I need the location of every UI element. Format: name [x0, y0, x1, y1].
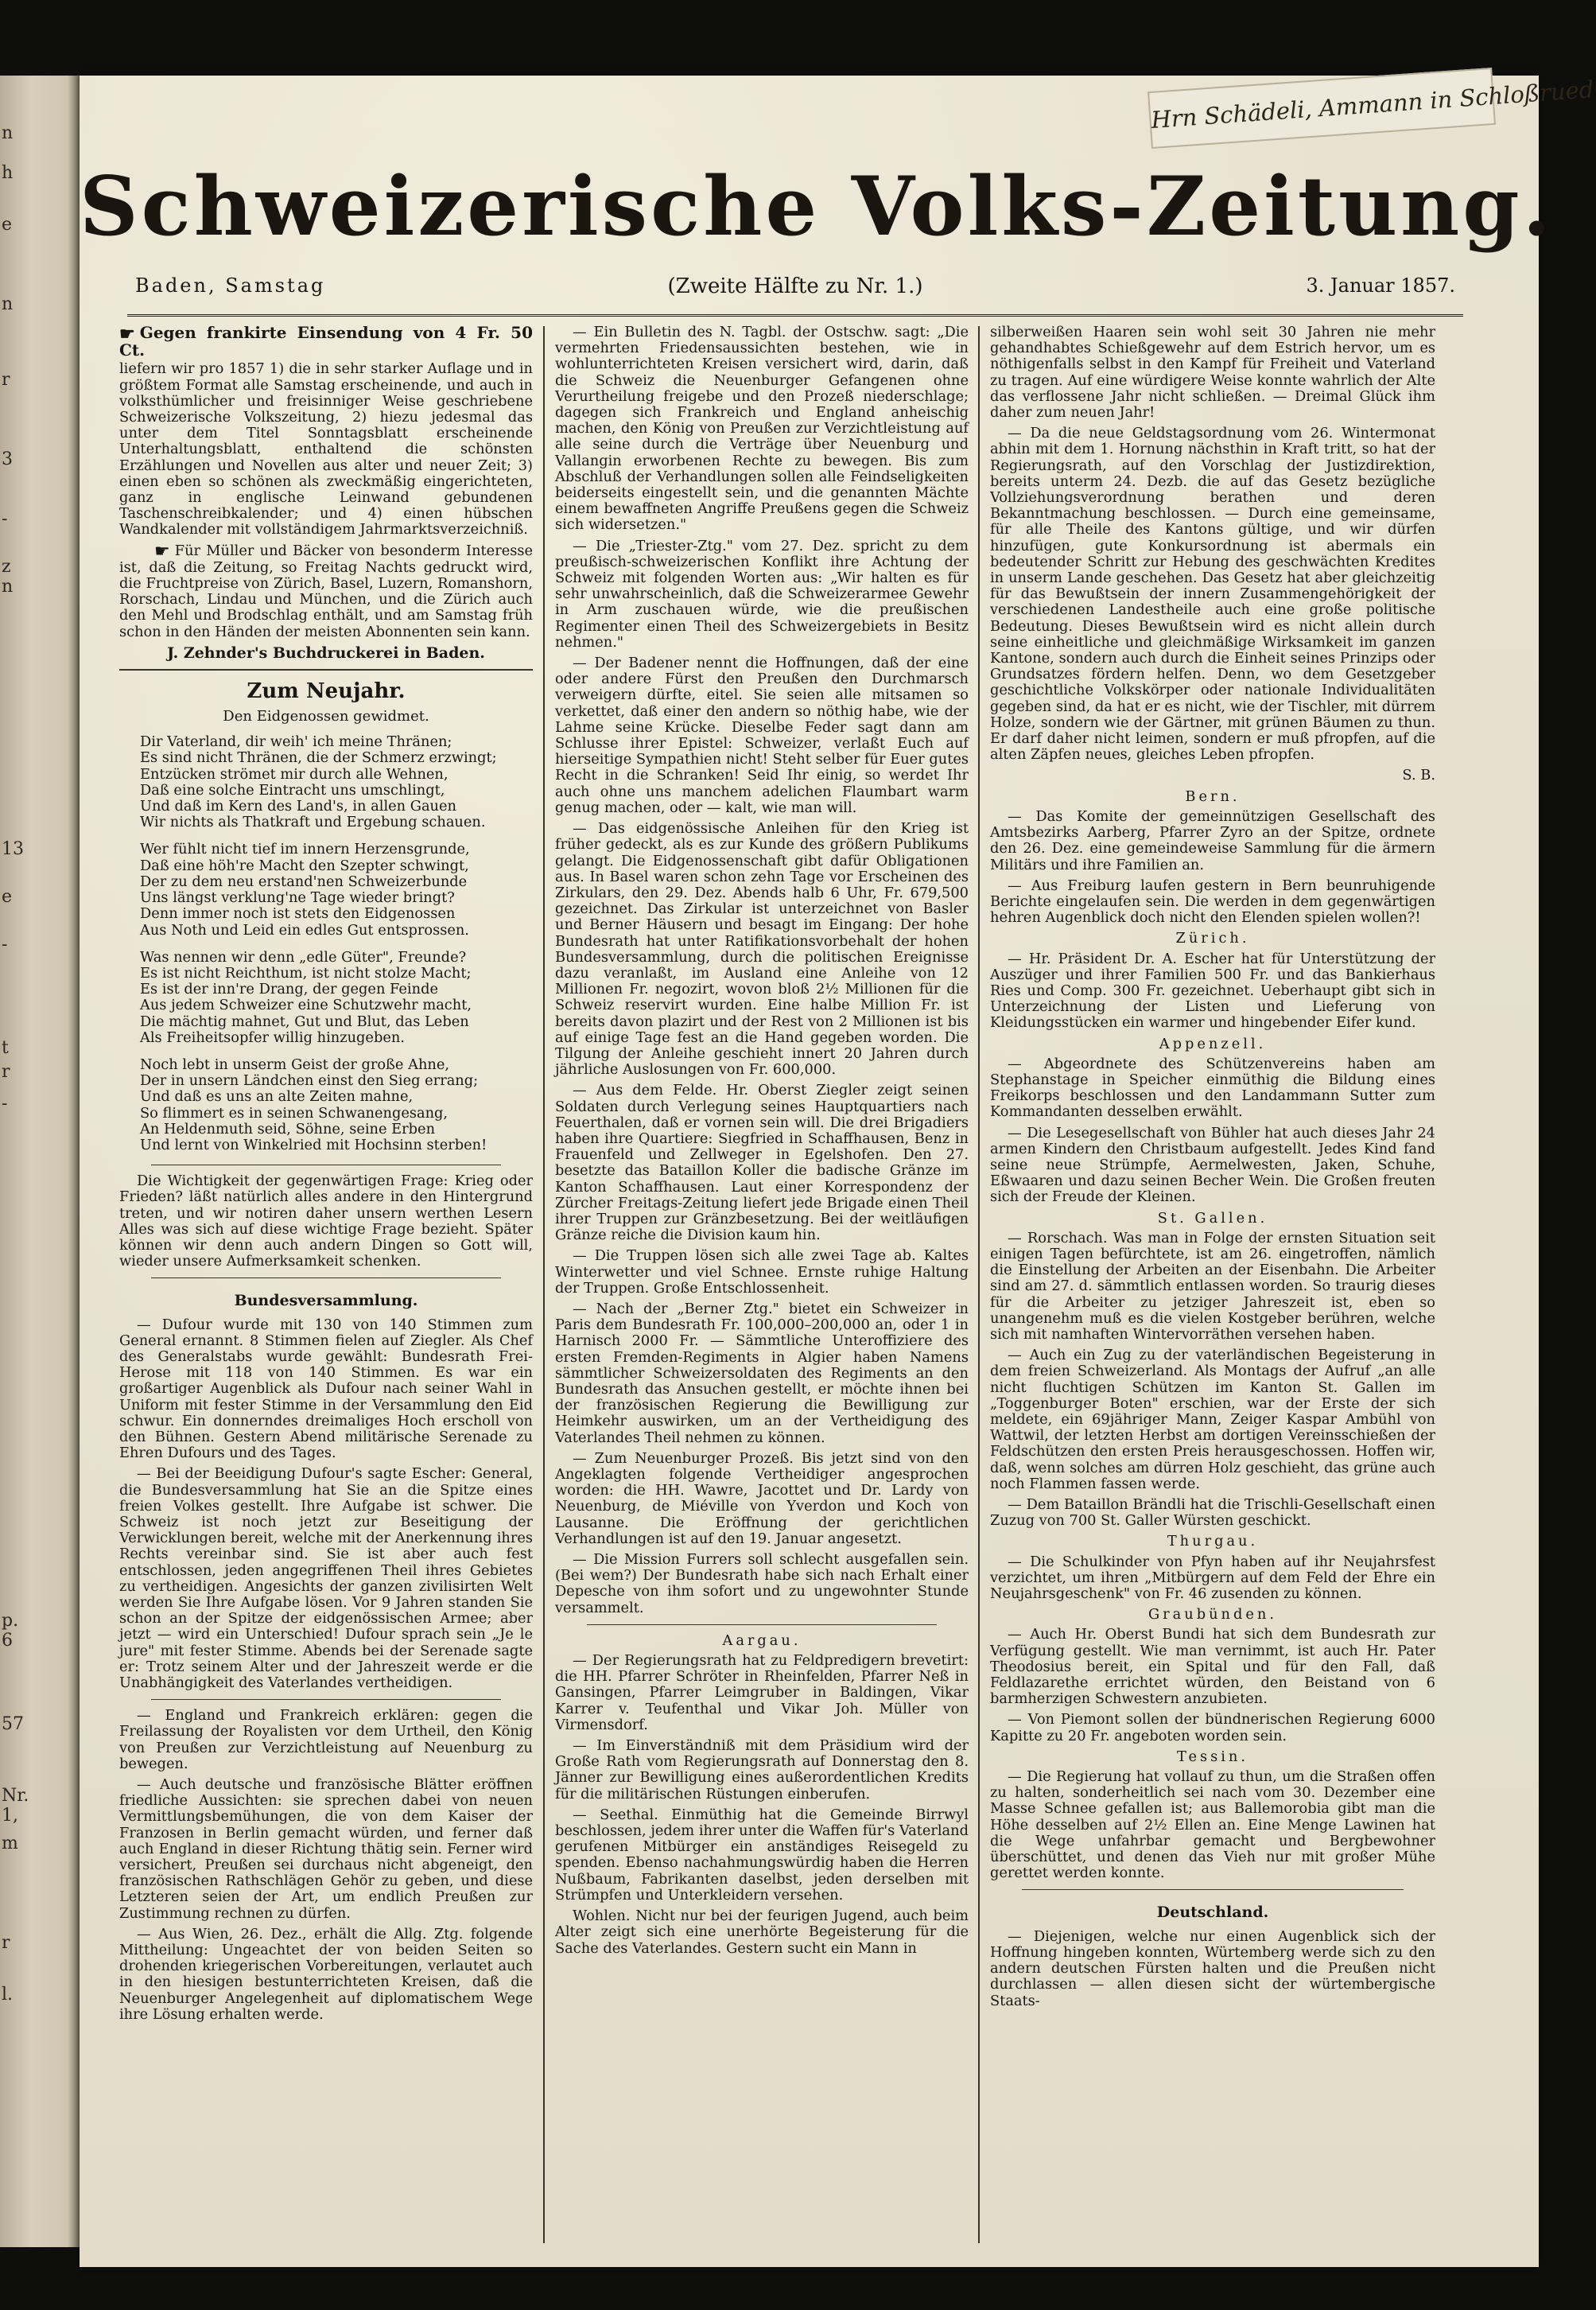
poem-line: Und daß im Kern des Land's, in allen Gauen — [140, 798, 456, 815]
poem-line: Entzücken strömet mir durch alle Wehnen, — [140, 765, 449, 783]
ad-title-text: Gegen frankirte Einsendung von 4 Fr. 50 Ct. — [119, 323, 533, 360]
prev-page-fragment: r — [2, 1062, 10, 1082]
prev-page-fragment: e — [2, 887, 13, 907]
canton-heading: Bern. — [1185, 788, 1241, 805]
article-paragraph: — Rorschach. Was man in Folge der ernsten Situation seit einigen Tagen befürchtete, ist am 26. eingetroffen, nämlich die Einstellung der Arbeiten an der Eisenbahn. Die Arbeiter sind am 27. d. sämmtlich entlassen worden. So traurig dieses für die Arbeiter zu jetziger Jahreszeit ist, eben so unangenehm muß es die vielen Kostgeber berühren, welche sich mit namhaften Wintervorräthen versehen haben. — [990, 1229, 1435, 1343]
poem-dedication: Den Eidgenossen gewidmet. — [223, 708, 429, 725]
article-paragraph: — Zum Neuenburger Prozeß. Bis jetzt sind von den Angeklagten folgende Vertheidiger angesprochen worden: die HH. Wawre, Jacottet und Dr. Lardy von Neuenburg, de Miéville von Yverdon und Koch von Lausanne. Die Eröffnung der gerichtlichen Verhandlungen ist auf den 19. Januar angesetzt. — [555, 1449, 969, 1547]
poem-stanza — [140, 950, 533, 1046]
prev-page-fragment: - — [2, 509, 8, 529]
poem-line: Und lernt von Winkelried mit Hochsinn sterben! — [140, 1136, 487, 1153]
section-rule — [151, 1699, 501, 1700]
article-paragraph: — Bei der Beeidigung Dufour's sagte Escher: General, die Bundesversammlung hat Sie an die Spitze eines freien Volkes gestellt. Ihre Aufgabe ist schwer. Die Schweiz ist noch jetzt zur Beseitigung der Verwicklungen bereit, welche mit der Anerkennung ihres Rechts vereinbar sind. Sie ist aber auch fest entschlossen, jeden angegriffenen Theil ihres Gebietes zu vertheidigen. Angesichts der ganzen zivilisirten Welt werden Sie Ihre Aufgabe lösen. Vor 9 Jahren standen Sie schon an der Spitze der eidgenössischen Armee; aber jetzt — wird ein Unterschied! Dufour sprach sein „Je le jure" mit fester Stimme. Abends bei der Serenade sagte er: Trotz seinem Alter und der Jahreszeit werde er die Unabhängigkeit des Vaterlandes vertheidigen. — [119, 1465, 533, 1692]
address-label: Hrn Schädeli, Ammann in Schloßrued — [1147, 68, 1496, 149]
article-paragraph: — Die Mission Furrers soll schlecht ausgefallen sein. (Bei wem?) Der Bundesrath habe sich nach Erhalt einer Depesche von ihm sofort und zu ungewohnter Stunde versammelt. — [555, 1551, 969, 1616]
poem-line: Es ist der inn're Drang, der gegen Feinde — [140, 981, 438, 998]
poem-stanza — [140, 842, 533, 938]
prev-page-fragment: 3 — [2, 449, 13, 469]
article-paragraph: — Auch deutsche und französische Blätter eröffnen friedliche Aussichten: sie sprechen dabei von neuen Vermittlungsbemühungen, die von dem Kaiser der Franzosen in Berlin gemacht würden, und ferner daß auch England in dieser Richtung thätig sein. Ferner wird versichert, Preußen sei durchaus nicht abgeneigt, den französischen Rathschlägen Gehör zu geben, und diese Letzteren seien der Art, um endlich Preußen zur Zustimmung rechnen zu dürfen. — [119, 1776, 533, 1922]
article-signature: S. B. — [1402, 767, 1435, 784]
article-paragraph: — Abgeordnete des Schützenvereins haben am Stephanstage in Speicher einmüthig die Bildung eines Freikorps beschlossen und den Landammann Sutter zum Kommandanten desselben erwählt. — [990, 1055, 1435, 1121]
prev-page-fragment: Nr. — [2, 1786, 29, 1806]
prev-page-fragment: - — [2, 1094, 8, 1114]
poem-line: Daß eine solche Eintracht uns umschlingt, — [140, 781, 445, 799]
pointing-hand-icon: ☛ — [154, 541, 170, 562]
poem-line: Denn immer noch ist stets den Eidgenossen — [140, 905, 456, 923]
poem-line: Aus Noth und Leid ein edles Gut entsprossen. — [140, 921, 469, 939]
prev-page-fragment: 6 — [2, 1631, 13, 1651]
poem-stanza — [140, 1057, 533, 1153]
poem-line: Wer fühlt nicht tief im innern Herzensgrunde, — [140, 841, 470, 858]
poem-line: Der zu dem neu erstand'nen Schweizerbunde — [140, 873, 468, 890]
subscription-ad-text-2 — [119, 543, 533, 640]
subscription-ad-title — [119, 325, 533, 358]
dateline-place-day: Baden, Samstag — [135, 274, 326, 297]
dateline — [135, 274, 1455, 306]
poem-line: Noch lebt in unserm Geist der große Ahne, — [140, 1056, 450, 1073]
article-paragraph: — Der Regierungsrath hat zu Feldpredigern brevetirt: die HH. Pfarrer Schröter in Rheinfelden, Pfarrer Neß in Gansingen, Pfarrer Leimgruber in Baldingen, Vikar Karrer v. Teufenthal und Vikar Joh. Müller von Virmensdorf. — [555, 1652, 969, 1733]
poem-line: Es sind nicht Thränen, die der Schmerz erzwingt; — [140, 749, 497, 767]
article-paragraph: — Auch ein Zug zu der vaterländischen Begeisterung in dem freien Schweizerland. Als Montags der Aufruf „an alle nicht fluchtigen Schützen im Kanton St. Gallen im „Toggenburger Boten" erschien, war der Erste der sich meldete, ein 69jähriger Mann, Zeiger Kaspar Ambühl von Wattwil, der letzten Herbst am dortigen Vereinsschießen der Feldschützen den ersten Preis herausgeschossen. Hoffen wir, daß, wenn solches am dürren Holz geschieht, das grüne auch noch Flammen fassen werde. — [990, 1347, 1435, 1492]
article-paragraph: — Diejenigen, welche nur einen Augenblick sich der Hoffnung hingeben konnten, Würtemberg werde sich zu den andern deutschen Fürsten halten und die Preußen nicht durchlassen — allen diesen sicht der würtembergische Staats- — [990, 1927, 1435, 2009]
section-rule — [119, 669, 533, 671]
canton-heading: Zürich. — [1175, 930, 1250, 947]
poem-line: Und daß es uns an alte Zeiten mahne, — [140, 1088, 414, 1106]
dateline-date: 3. Januar 1857. — [1306, 274, 1455, 297]
poem-line: Der in unsern Ländchen einst den Sieg errang; — [140, 1072, 479, 1090]
poem-line: Uns längst verklung'ne Tage wieder bringt? — [140, 889, 455, 907]
poem-line: Als Freiheitsopfer willig hinzugeben. — [140, 1029, 405, 1046]
prev-page-fragment: t — [2, 1038, 9, 1058]
poem — [119, 734, 533, 1153]
article-paragraph: silberweißen Haaren sein wohl seit 30 Jahren nie mehr gehandhabtes Schießgewehr auf dem Estrich hervor, um es nöthigenfalls selbst in den Kampf für Freiheit und Vaterland zu tragen. Auf eine würdigere Weise konnte wahrlich der Alte das verflossene Jahr nicht schließen. — Dreimal Glück ihm daher zum neuen Jahr! — [990, 324, 1435, 422]
canton-heading: Aargau. — [722, 1631, 802, 1649]
poem-line: Dir Vaterland, dir weih' ich meine Thränen; — [140, 733, 452, 751]
pointing-hand-icon: ☛ — [119, 324, 135, 344]
article-paragraph: — Aus Freiburg laufen gestern in Bern beunruhigende Berichte eingelaufen sein. Die werden in dem gegenwärtigen hehren Augenblick doch nicht den Elenden spielen wollen?! — [990, 877, 1435, 927]
article-paragraph: — Aus Wien, 26. Dez., erhält die Allg. Ztg. folgende Mittheilung: Ungeachtet der von beiden Seiten so drohenden kriegerischen Vorbereitungen, verlautet auch in den hiesigen bestunterrichteten Kreisen, daß die Neuenburger Angelegenheit auf diplomatischem Wege ihre Lösung erhalten werde. — [119, 1925, 533, 2023]
article-paragraph: — Der Badener nennt die Hoffnungen, daß der eine oder andere Fürst den Preußen den Durchmarsch verweigern dürfte, eitel. Sie seien alle mitsamen so verkettet, daß einer den andern so nöthig habe, wie der Lahme seine Krücke. Dieselbe Feder sagt dann am Schlusse ihrer Epistel: Schweizer, verlaßt Euch auf hierseitige Sympathien nicht! Steht selber für Euer gutes Recht in die Schranken! Seid Ihr einig, so werdet Ihr auch ohne uns manchem adelichen Flaumbart warm genug machen, oder — kalt, wie man will. — [555, 655, 969, 816]
prev-page-fragment: n — [2, 123, 14, 143]
subscription-ad-text: liefern wir pro 1857 1) die in sehr starker Auflage und in größtem Format alle Samstag erscheinende, und auch in volksthümlicher und freisinniger Weise geschriebene Schweizerische Volkszeitung, 2) hiezu jedesmal das unter dem Titel Sonntagsblatt erscheinende Unterhaltungsblatt, enthaltend die schönsten Erzählungen und Novellen aus alter und neuer Zeit; 3) einen eben so schönen als zweckmäßig eingerichteten, ganz in englische Leinwand gebundenen Taschenschreibkalender; und 4) einen hübschen Wandkalender mit vollständigem Jahrmarktsverzeichniß. — [119, 360, 533, 539]
ad-signature: J. Zehnder's Buchdruckerei in Baden. — [167, 644, 485, 662]
canton-heading: Appenzell. — [1159, 1035, 1267, 1052]
section-heading: Deutschland. — [1156, 1904, 1269, 1922]
prev-page-fragment: h — [2, 163, 14, 183]
canton-heading: Tessin. — [1176, 1748, 1249, 1765]
article-paragraph: — Seethal. Einmüthig hat die Gemeinde Birrwyl beschlossen, jedem ihrer unter die Waffen für's Vaterland gerufenen Mitbürger ein anständiges Reisegeld zu spenden. Ebenso nachahmungswürdig haben die Herren Nußbaum, Fabrikanten daselbst, jeden derselben mit Strümpfen und Unterkleidern versehen. — [555, 1806, 969, 1904]
newspaper-page — [80, 76, 1595, 2267]
article-paragraph: — Nach der „Berner Ztg." bietet ein Schweizer in Paris dem Bundesrath Fr. 100,000–200,000 an, oder 1 in Harnisch 2000 Fr. — Sämmtliche Unteroffiziere des ersten Fremden-Regiments in Algier haben Namens sämmtlicher Schweizersoldaten des Regiments an den Bundesrath das Ansuchen gestellt, er möchte ihnen bei der französischen Regierung die Bewilligung zur Heimkehr auswirken, um an der Vertheidigung des Vaterlandes Theil nehmen zu können. — [555, 1300, 969, 1446]
article-paragraph: Wohlen. Nicht nur bei der feurigen Jugend, auch beim Alter zeigt sich eine unerhörte Begeisterung für die Sache des Vaterlandes. Gestern sucht ein Mann in — [555, 1908, 969, 1957]
column-rule — [978, 326, 980, 2243]
poem-line: Die mächtig mahnet, Gut und Blut, das Leben — [140, 1013, 469, 1030]
section-rule — [587, 1624, 937, 1625]
article-paragraph: — Aus dem Felde. Hr. Oberst Ziegler zeigt seinen Soldaten durch Verlegung seines Hauptquartiers nach Feuerthalen, daß er vornen sein will. Die drei Brigadiers haben ihre Quartiere: Siegfried in Schaffhausen, Benz in Frauenfeld und Zellweger in Egelshofen. Den 27. besetzte das Bataillon Koller die badische Gränze im Kanton Schaffhausen. Laut einer Korrespondenz der Zürcher Freitags-Zeitung liefert jede Brigade einen Theil ihrer Truppen zur Gränzbesetzung. Bei der weitläufigen Gränze reiche die Division kaum hin. — [555, 1082, 969, 1244]
article-paragraph: — Die Schulkinder von Pfyn haben auf ihr Neujahrsfest verzichtet, um ihren „Mitbürgern auf dem Feld der Ehre ein Neujahrsgeschenk" von Fr. 46 zusenden zu können. — [990, 1553, 1435, 1603]
masthead-title: Schweizerische Volks-Zeitung. — [80, 159, 1555, 255]
column-1 — [119, 325, 533, 2250]
canton-heading: Thurgau. — [1167, 1533, 1259, 1550]
article-paragraph: — Die „Triester-Ztg." vom 27. Dez. spricht zu dem preußisch-schweizerischen Konflikt ihre Achtung der Schweiz mit folgenden Worten aus: „Wir halten es für sehr unwahrscheinlich, daß die Schweizerarmee Gewehr in Arm zuschauen würde, wie die preußischen Regimenter einen Theil des Schweizergebiets in Besitz nehmen." — [555, 537, 969, 651]
prev-page-fragment: n — [2, 294, 14, 314]
prev-page-fragment: l. — [2, 1985, 14, 2005]
dateline-issue: (Zweite Hälfte zu Nr. 1.) — [667, 274, 923, 298]
article-paragraph: — Im Einverständniß mit dem Präsidium wird der Große Rath vom Regierungsrath auf Donnerstag den 8. Jänner zur Bewilligung eines außerordentlichen Kredits für die militärischen Rüstungen einberufen. — [555, 1737, 969, 1802]
poem-title: Zum Neujahr. — [247, 679, 406, 704]
prev-page-fragment: - — [2, 935, 8, 955]
column-3 — [990, 325, 1435, 2250]
prev-page-fragment: 1, — [2, 1806, 18, 1826]
article-paragraph: — Das Komite der gemeinnützigen Gesellschaft des Amtsbezirks Aarberg, Pfarrer Zyro an der Spitze, ordnete den 26. Dez. eine gemeindeweise Sammlung für die ärmern Militärs und ihre Familien an. — [990, 807, 1435, 873]
article-paragraph: — Dem Bataillon Brändli hat die Trischli-Gesellschaft einen Zuzug von 700 St. Galler Würsten geschickt. — [990, 1496, 1435, 1530]
article-paragraph: — England und Frankreich erklären: gegen die Freilassung der Royalisten vor dem Urtheil, den König von Preußen zur Verzichtleistung auf Neuenburg zu bewegen. — [119, 1707, 533, 1772]
prev-page-fragment: 57 — [2, 1714, 24, 1734]
article-paragraph: Die Wichtigkeit der gegenwärtigen Frage: Krieg oder Frieden? läßt natürlich alles andere in den Hintergrund treten, und wir notiren daher unsern werthen Lesern Alles was sich auf diese wichtige Frage bezieht. Später können wir denn auch andern Dingen so Gott will, wieder unsere Aufmerksamkeit schenken. — [119, 1172, 533, 1270]
column-rule — [543, 326, 545, 2243]
prev-page-fragment: z — [2, 557, 11, 577]
article-paragraph: — Die Lesegesellschaft von Bühler hat auch dieses Jahr 24 armen Kindern den Christbaum aufgestellt. Jedes Kind fand seine neue Strümpfe, Aermelwesten, Jaken, Schuhe, Eßwaaren und dazu seinen Becher Wein. Die Großen freuten sich der Freude der Kleinen. — [990, 1124, 1435, 1206]
prev-page-fragment: 13 — [2, 839, 24, 859]
article-paragraph: — Da die neue Geldstagsordnung vom 26. Wintermonat abhin mit dem 1. Hornung nächsthin in Kraft tritt, so hat der Regierungsrath, auf den Vorschlag der Justizdirektion, bereits unterm 24. Dezb. die auf das Gesetz bezügliche Vollziehungsverordnung berathen und deren Bekanntmachung beschlossen. — Durch eine gemeinsame, für alle Theile des Kantons gültige, und wir dürfen hinzufügen, gute Konkursordnung ist abermals ein bedeutender Schritt zur Hebung des geschwächten Kredites in unserm Lande geschehen. Das Gesetz hat aber gleichzeitig für das Bewußtsein der innern Zusammengehörigkeit der verschiedenen Landestheile auch eine große politische Bedeutung. Dieses Bewußtsein wird es nicht allein durch seine einheitliche und gleichmäßige Wirksamkeit im ganzen Kantone, sondern auch durch die Einheit seines Prinzips oder Grundsatzes fördern helfen. Denn, wo dem Gesetzgeber geschichtliche Volkskörper oder nationale Individualitäten gegeben sind, da hat er es nicht, wie der Tischler, mit dürrem Holze, sondern wie der Gärtner, mit grünen Bäumen zu thun. Er darf daher nicht leimen, sondern er muß pfropfen, auf die alten Zäpfen neues, gleiches Leben pfropfen. — [990, 425, 1435, 764]
article-paragraph: — Dufour wurde mit 130 von 140 Stimmen zum General ernannt. 8 Stimmen fielen auf Ziegler. Als Chef des Generalstabs wurde gewählt: Bundesrath Frei-Herose mit 118 von 140 Stimmen. Es war ein großartiger Augenblick als Dufour nach seiner Wahl in Uniform mit fester Stimme in der Versammlung den Eid schwur. Ein donnerndes dreimaliges Hoch erscholl von den Bühnen. Gestern Abend militärische Serenade zu Ehren Dufours und des Tages. — [119, 1316, 533, 1462]
article-paragraph: — Die Truppen lösen sich alle zwei Tage ab. Kaltes Winterwetter und viel Schnee. Ernste ruhige Haltung der Truppen. Große Entschlossenheit. — [555, 1247, 969, 1297]
article-paragraph: — Auch Hr. Oberst Bundi hat sich dem Bundesrath zur Verfügung gestellt. Wie man vernimmt, ist auch Hr. Pater Theodosius bereit, ein Spital und für den Fall, daß Feldlazarethe errichtet würden, den Beistand von 6 barmherzigen Schwestern anzubieten. — [990, 1626, 1435, 1708]
poem-line: So flimmert es in seinen Schwanengesang, — [140, 1104, 449, 1122]
poem-line: Was nennen wir denn „edle Güter", Freunde? — [140, 948, 467, 966]
poem-stanza — [140, 734, 533, 830]
article-paragraph: — Das eidgenössische Anleihen für den Krieg ist früher gedeckt, als es zur Kunde des größern Publikums gelangt. Die Eidgenossenschaft gibt dafür Obligationen aus. In Basel waren schon zehn Tage vor Erscheinen des Zirkulars, den 29. Dez. Abends halb 6 Uhr, Fr. 679,500 gezeichnet. Das Zirkular ist unterzeichnet von Basler und Berner Häusern und besagt im Eingang: Der hohe Bundesrath hat unter Ratifikationsvorbehalt der hohen Bundesversammlung, durch die politischen Ereignisse dazu veranlaßt, im Ausland eine Anleihe von 12 Millionen Fr. negozirt, wovon bloß 2½ Millionen für die Schweiz reservirt wurden. Eine halbe Million Fr. ist bereits davon plazirt und der Rest von 2 Millionen ist bis auf einige Tage fest an die Hand gegeben worden. Die Tilgung der Anleihe geschieht innert 20 Jahren durch jährliche Auslosungen von Fr. 600,000. — [555, 820, 969, 1079]
prev-page-fragment: p. — [2, 1611, 19, 1631]
canton-heading: St. Gallen. — [1157, 1209, 1268, 1227]
prev-page-fragment: m — [2, 1834, 18, 1853]
ad-text-2: Für Müller und Bäcker von besonderm Interesse ist, daß die Zeitung, so Freitag Nachts gedruckt wird, die Fruchtpreise von Zürich, Basel, Luzern, Romanshorn, Rorschach, Lindau und München, und die Zürich auch den Mehl und Brodschlag enthält, und am Samstag früh schon in den Händen der meisten Abonnenten sein kann. — [119, 542, 533, 640]
column-2 — [555, 325, 969, 2250]
poem-line: Aus jedem Schweizer eine Schutzwehr macht, — [140, 997, 472, 1014]
previous-page-edge — [0, 76, 80, 2247]
canton-heading: Graubünden. — [1147, 1606, 1278, 1624]
poem-line: An Heldenmuth seid, Söhne, seine Erben — [140, 1120, 436, 1138]
poem-line: Wir nichts als Thatkraft und Ergebung schauen. — [140, 814, 486, 831]
poem-line: Es ist nicht Reichthum, ist nicht stolze Macht; — [140, 964, 472, 982]
article-paragraph: — Die Regierung hat vollauf zu thun, um die Straßen offen zu halten, sonderheitlich sei nach vom 30. Dezember eine Masse Schnee gefallen ist; aus Ballemorobia gibt man die Höhe desselben auf 2½ Ellen an. Eine Menge Lawinen hat die Wege unfahrbar gemacht und Bergbewohner überschüttet, und denen das Vieh nur mit großer Mühe gerettet werden konnte. — [990, 1768, 1435, 1882]
section-heading: Bundesversammlung. — [234, 1292, 418, 1310]
prev-page-fragment: e — [2, 215, 13, 235]
prev-page-fragment: r — [2, 1933, 10, 1953]
prev-page-fragment: r — [2, 370, 10, 390]
article-paragraph: — Hr. Präsident Dr. A. Escher hat für Unterstützung der Auszüger und ihrer Familien 500 Fr. und das Bankierhaus Ries und Comp. 300 Fr. gezeichnet. Ueberhaupt gibt sich in Unterzeichnung der Listen und Lieferung von Kleidungsstücken ein warmer und hingebender Eifer kund. — [990, 950, 1435, 1032]
poem-line: Daß eine höh're Macht den Szepter schwingt, — [140, 857, 469, 874]
article-paragraph: — Von Piemont sollen der bündnerischen Regierung 6000 Kapitte zu 20 Fr. angeboten worden sein. — [990, 1711, 1435, 1744]
header-rule — [127, 314, 1463, 317]
section-rule — [1022, 1889, 1404, 1890]
prev-page-fragment: n — [2, 577, 14, 597]
article-paragraph: — Ein Bulletin des N. Tagbl. der Ostschw. sagt: „Die vermehrten Friedensaussichten bestehen, wie in wohlunterrichteten Kreisen versichert wird, darin, daß die Schweiz die Neuenburger Gefangenen ohne Verurtheilung freigebe und den Prozeß niederschlage; dagegen sich Frankreich und England anheischig machen, den König von Preußen zur Verzichtleistung auf alle seine durch die Verträge über Neuenburg und Vallangin erworbenen Rechte zu bewegen. Bis zum Abschluß der Verhandlungen sollen alle Feindseligkeiten beiderseits eingestellt sein, und die genannten Mächte einem bewaffneten Angriffe Preußens gegen die Schweiz sich widersetzen." — [555, 324, 969, 534]
